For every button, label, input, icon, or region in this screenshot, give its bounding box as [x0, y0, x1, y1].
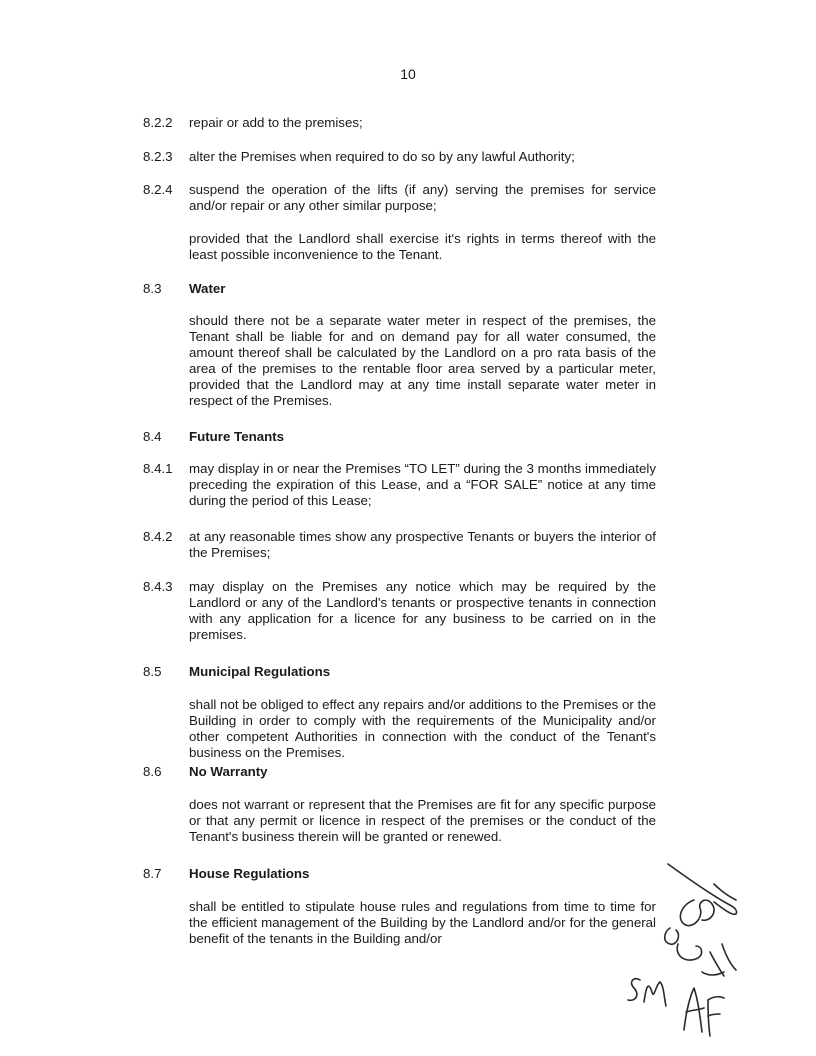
section-title: House Regulations	[189, 866, 310, 881]
clause-text: suspend the operation of the lifts (if any) serving the premises for service and/or repair or any other similar purpose;	[189, 182, 656, 213]
handwritten-initials-signature	[610, 860, 810, 1050]
section-number: 8.4	[143, 429, 162, 444]
clause-number: 8.4.3	[143, 579, 173, 594]
clause-number: 8.2.4	[143, 182, 173, 197]
section-number: 8.3	[143, 281, 162, 296]
clause-text: at any reasonable times show any prospective Tenants or buyers the interior of the Premises;	[189, 529, 656, 560]
clause-text: may display on the Premises any notice which may be required by the Landlord or any of the Landlord's tenants or prospective tenants in connection with any application for a licence for any business to be carried on in the premises.	[189, 579, 656, 642]
house-regulations-paragraph: shall be entitled to stipulate house rules and regulations from time to time for the efficient management of the Building by the Landlord and/or for the general benefit of the tenants in the Building and/or	[189, 899, 656, 946]
clause-number: 8.4.1	[143, 461, 173, 476]
section-number: 8.7	[143, 866, 162, 881]
warranty-paragraph: does not warrant or represent that the Premises are fit for any specific purpose or that any permit or licence in respect of the premises or the conduct of the Tenant's business therein will be granted or renewed.	[189, 797, 656, 844]
section-title: Water	[189, 281, 226, 296]
clause-text: alter the Premises when required to do so by any lawful Authority;	[189, 149, 575, 164]
clause-number: 8.2.3	[143, 149, 173, 164]
page-number: 10	[400, 66, 416, 82]
proviso-paragraph: provided that the Landlord shall exercise it's rights in terms thereof with the least possible inconvenience to the Tenant.	[189, 231, 656, 262]
section-number: 8.6	[143, 764, 162, 779]
clause-number: 8.2.2	[143, 115, 173, 130]
section-number: 8.5	[143, 664, 162, 679]
section-title: Municipal Regulations	[189, 664, 331, 679]
section-title: No Warranty	[189, 764, 268, 779]
water-paragraph: should there not be a separate water meter in respect of the premises, the Tenant shall be liable for and on demand pay for all water consumed, the amount thereof shall be calculated by the Landlord on a pro rata basis of the area of the premises to the rentable floor area served by a particular meter, provided that the Landlord may at any time install separate water meter in respect of the Premises.	[189, 313, 656, 408]
clause-number: 8.4.2	[143, 529, 173, 544]
municipal-paragraph: shall not be obliged to effect any repairs and/or additions to the Premises or the Building in order to comply with the requirements of the Municipality and/or other competent Authorities in connection with the conduct of the Tenant's business on the Premises.	[189, 697, 656, 760]
clause-text: repair or add to the premises;	[189, 115, 363, 130]
section-title: Future Tenants	[189, 429, 285, 444]
clause-text: may display in or near the Premises “TO LET” during the 3 months immediately preceding the expiration of this Lease, and a “FOR SALE” notice at any time during the period of this Lease;	[189, 461, 656, 508]
